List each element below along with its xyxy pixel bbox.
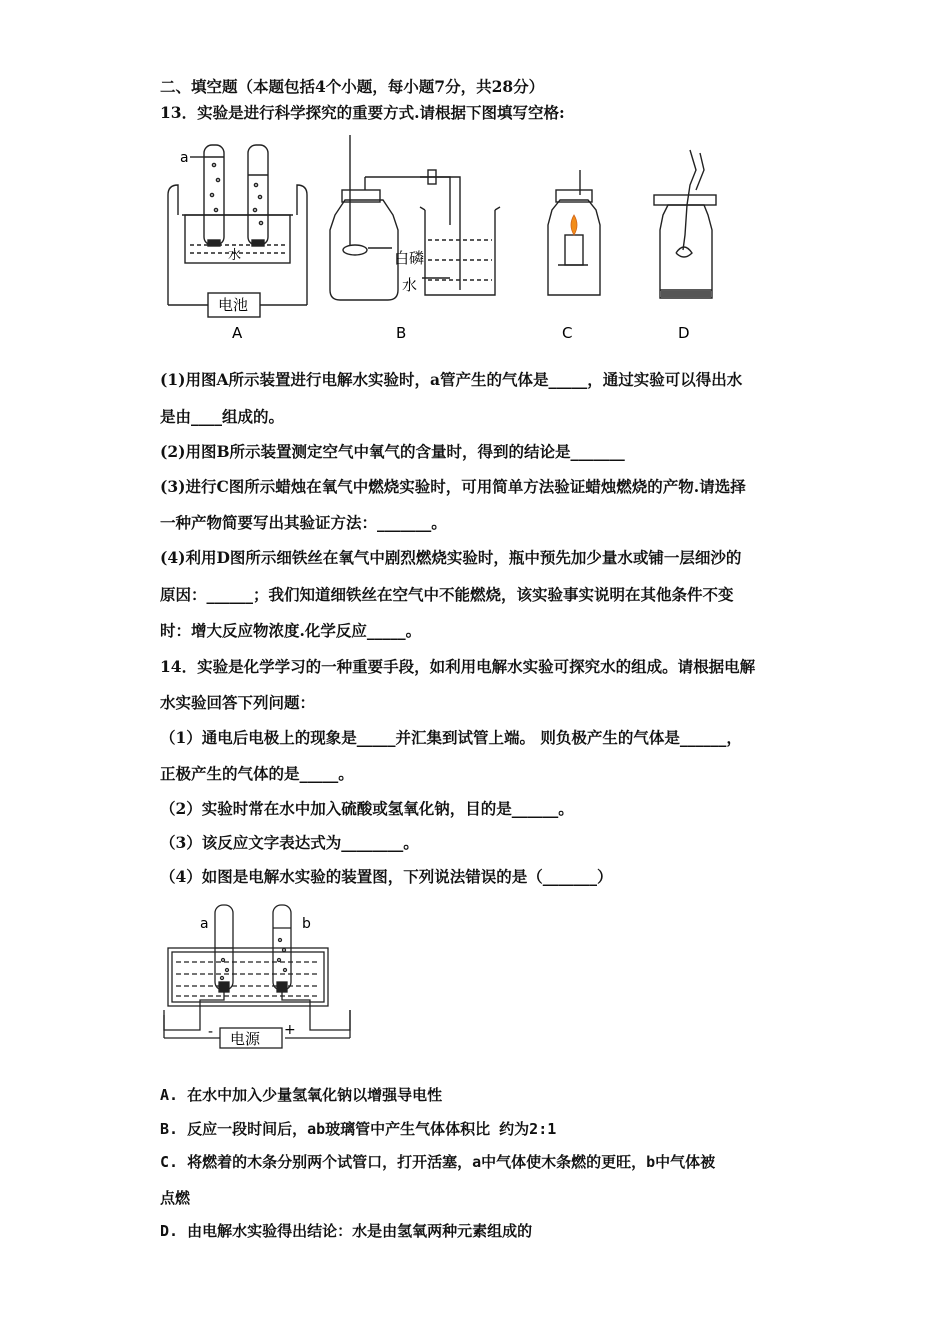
option-a: A. 在水中加入少量氢氧化钠以增强导电性: [160, 1086, 443, 1104]
q13-figure: [160, 135, 740, 345]
q13-p2: (2)用图B所示装置测定空气中氧气的含量时，得到的结论是_______: [160, 442, 625, 461]
plus-sign: +: [284, 1022, 296, 1038]
figure-b-water-label: 水: [402, 276, 418, 294]
q14-p2: （2）实验时常在水中加入硫酸或氢氧化钠，目的是______。: [160, 799, 574, 818]
tube-a-label: a: [200, 916, 209, 932]
figure-label-b: B: [396, 324, 407, 342]
figure-d-iron-wire-apparatus: [654, 150, 716, 298]
q14-p3: （3）该反应文字表达式为________。: [160, 833, 419, 852]
figure-label-d: D: [678, 324, 690, 342]
option-c-line2: 点燃: [160, 1189, 191, 1207]
figure-a-electrolysis-apparatus: [168, 145, 307, 317]
option-b: B. 反应一段时间后，ab玻璃管中产生气体体积比 约为2:1: [160, 1120, 557, 1138]
q14-p1-line2: 正极产生的气体的是_____。: [160, 764, 354, 783]
q13-p3-line1: (3)进行C图所示蜡烛在氧气中燃烧实验时，可用简单方法验证蜡烛燃烧的产物.请选择: [160, 477, 746, 496]
q13-stem: 13．实验是进行科学探究的重要方式.请根据下图填写空格:: [160, 103, 565, 122]
q13-p4-line1: (4)利用D图所示细铁丝在氧气中剧烈燃烧实验时，瓶中预先加少量水或铺一层细沙的: [160, 548, 742, 567]
q14-stem-line2: 水实验回答下列问题：: [160, 693, 316, 712]
figure-d-sand-layer: [661, 291, 711, 297]
figure-a-battery-label: 电池: [218, 296, 249, 314]
figure-a-water-label: 水: [228, 248, 242, 263]
q13-p3-line2: 一种产物简要写出其验证方法：_______。: [160, 513, 447, 532]
q14-p1-line1: （1）通电后电极上的现象是_____并汇集到试管上端。 则负极产生的气体是______，: [160, 728, 742, 747]
q14-figure: [160, 900, 360, 1050]
q14-p4: （4）如图是电解水实验的装置图，下列说法错误的是（_______）: [160, 867, 613, 886]
figure-b-phosphorus-label: 白磷: [394, 249, 425, 267]
option-c-line1: C. 将燃着的木条分别两个试管口，打开活塞，a中气体使木条燃的更旺，b中气体被: [160, 1153, 716, 1171]
minus-sign: -: [208, 1024, 214, 1040]
electrolysis-apparatus: [164, 905, 350, 1048]
figure-label-c: C: [562, 324, 573, 342]
figure-label-a: A: [232, 324, 243, 342]
q14-stem-line1: 14．实验是化学学习的一种重要手段，如利用电解水实验可探究水的组成。请根据电解: [160, 657, 756, 676]
option-d: D. 由电解水实验得出结论：水是由氢氧两种元素组成的: [160, 1222, 533, 1240]
tube-b-label: b: [302, 916, 311, 932]
candle-flame-icon: [571, 215, 577, 235]
figure-a-tube-label: a: [180, 150, 189, 166]
section-heading: 二、填空题（本题包括4个小题，每小题7分，共28分）: [160, 77, 545, 96]
q13-p1-line2: 是由____组成的。: [160, 407, 285, 426]
q13-p4-line3: 时：增大反应物浓度.化学反应_____。: [160, 621, 422, 640]
q13-p1-line1: (1)用图A所示装置进行电解水实验时，a管产生的气体是_____，通过实验可以得出水: [160, 370, 743, 389]
power-label: 电源: [230, 1030, 261, 1048]
q13-p4-line2: 原因：______；我们知道细铁丝在空气中不能燃烧，该实验事实说明在其他条件不变: [160, 585, 734, 604]
